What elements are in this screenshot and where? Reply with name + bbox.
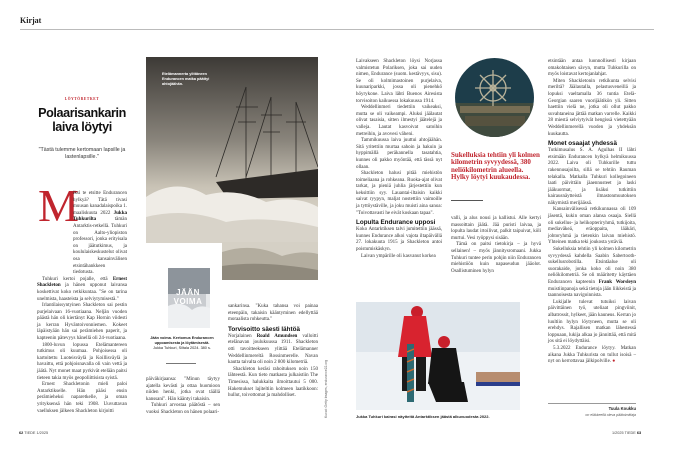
paragraph [228, 334, 318, 367]
body-column-1 [37, 191, 127, 415]
subheading: Monet osaajat yhdessä [548, 140, 617, 148]
paragraph [356, 59, 442, 105]
text-run: 5.3.2022 Endurance löytyy. Matkan aikana Jukka Tuhkurista on tullut isoisä – nyt on kerrottavaa jälkipolville. [548, 345, 636, 365]
pull-quote: Sukelluksia tehtiin yli kolmen kilometrin syvyydessä, 380 neliökilometrin alueella. Hylky löytyi kuukaudessa. [451, 151, 540, 182]
paragraph [548, 207, 636, 247]
issue-right: 1/2025 [612, 431, 624, 435]
text-run: sankarinsa. "Kuka tahansa voi painaa eteenpäin, takaisin kääntyminen edellyttää moraalista rohkeutta." [228, 304, 318, 323]
text-run: Tuhkuri arvostaa päätöstä – sen vuoksi Shackleton on hänen polaari- [146, 403, 220, 415]
paragraph [356, 254, 442, 261]
paragraph [37, 343, 127, 383]
text-run: ja hänen upponut laivansa koskettivat koko retkikuntaa. "Se on tarina unelmista, haasteista ja selviytymisestä." [37, 283, 127, 302]
book-caption [150, 336, 214, 350]
drop-cap: M [38, 180, 79, 231]
book-rule [166, 363, 196, 364]
subheading: Lopulta Endurance upposi [356, 219, 436, 227]
text-run: Ernest Shackletonin mieli paloi Antarktikselle. Hän pääsi ensin perämieheksi naparetkelle, ja oman yrityksensä hän teki 1908. Uuvuttavan vaelluksen jälkeen Shackleton kirjoitti [37, 382, 127, 414]
text-run: etsintään antaa luonnollisesti kirjaan omakohtaisen sävyn, mutta Tuhkurilla on myös loistavat kertojanlahjat. [548, 59, 636, 78]
text-run: Laivakseen Shackleton löysi Norjassa valmistetun Polariksen, joka sai uuden nimen, Endurance (suom. kestävyys, sisu). Se oli kolmimastoinen purjelaiva, kuunariparkki, jossa oli pienehkö höyrykone. Laiva lähti Buenos Airesista torvisoiton kaikuessa lokakuussa 1914. [356, 59, 442, 104]
paragraph [37, 303, 127, 343]
paragraph [548, 59, 636, 79]
book-cover [162, 266, 214, 330]
body-column-2b [228, 304, 318, 400]
text-run: Norjalainen [228, 333, 257, 339]
author-name: Tuula Koukku [608, 406, 636, 411]
body-column-4 [451, 216, 541, 275]
text-run: Koko Antarktiksen talvi jumitettiin jäässä, kunnes Endurance alkoi vajota iltapäivällä 27. lokakuuta 1915 ja Shackleton antoi poistumiskäskyn. [356, 227, 442, 253]
article-kicker: LÖYTÖRETKET [64, 97, 100, 101]
text-run: Miten Shackletonin retkikunta selvisi meriltä? Jäälautalla, pelastusveneillä ja lopuksi vaeltamalla 36 tuntia Etelä-Georgian saaren vuorijäätikön yli. Sitten haettiin vielä ne, jotka oli ollut pakko suvahtaneina jättää matkan varrelle. Kaikki 28 miestä selviytyivät hengissä vietettyään Weddellinmerellä vuoden ja yhdeksän kuukautta. [548, 78, 636, 137]
text-run: valloitti etelänavan joulukuussa 1911. Shackleton otti tavoitteekseen ylittää Etelämanner Weddellinmereltä Rossinmerelle. Navan kautta taivalta oli noin 2 800 kilometriä. [228, 333, 318, 366]
text-run: Shackleton keräsi rahoituksen noin 150 lähteestä. Kun tieto matkasta julkaistiin The Timesissa, halukkaita ilmoittautui 5 000. Hakemukset lajiteltiin kolmeen laatikkoon: hullut, toivottomat ja mahdolliset. [228, 366, 318, 399]
paragraph [548, 247, 636, 300]
paragraph [228, 304, 318, 324]
page-number-right: 63 [636, 431, 642, 435]
paragraph [548, 300, 636, 346]
paragraph [37, 382, 127, 415]
paragraph [146, 403, 220, 416]
paragraph [37, 191, 127, 277]
text-run: Kansainvälisessä retkikunnassa oli 109 jäsentä, kukin oman alansa osaaja. Siellä oli sukellus- ja helikopteriryhmä, tutkijoita, mediaväkeä, eräoppaita, lääkäri, johtoryhmä ja tietenkin laivan miehistö. Yhteinen matka teki joukosta ystäviä. [548, 207, 636, 246]
text-run: Tutkimusalus S. A. Agulhas II lähti etsimään Endurancen hylkyä helmikuussa 2022. Laiva oli Tuhkurille tuttu rakennusajoilta, sillä se tehtiin Rauman telakalla. Matkalla Tuhkuri kollegoineen laati päivittäin jäaennusteet ja laski jääkuormat, ja lisäksi tutkittiin kairausnäytteistä ilmastonmuutoksen näkymistä merijäässä. [548, 148, 636, 206]
book-caption-title: Jään voima. Kertomus Endurancen uppoamisesta ja löytämisestä. [150, 336, 214, 345]
page-number-left: 62 [19, 431, 24, 435]
author-role: on eläkkeellä oleva päätoimittaja [585, 413, 636, 417]
text-run: 1800-luvun lopussa Etelämantereen tutkimus oli kuumaa. Pohjoisessa oli kartoitettu Luoteisväylä ja Koillisväylä ja havaittu, että pohjoisnavalla oli vain vettä ja jäätä. Nyt monet maat pyrkivät etelään paitsi tieteen takia myös geopoliittisista syistä. [37, 342, 127, 381]
magazine-name-left: TIEDE [24, 431, 36, 435]
text-run: Shackleton halusi pitää miehistön toimeliaana ja rohkeana. Ruoka-ajat olivat tarkat, ja pieniä juhlia järjestettiin kun keksittiin syy. Lauantai-iltaisin kaikki saivat ryypyn, maljat nostettiin vaimoille ja tyttöystäville, ja joku muisti aina sanoa: "Toivottavasti he eivät koskaan tapaa". [356, 171, 442, 216]
paragraph [451, 216, 541, 242]
text-run: Laivan ympärille oli kasvanut korkea [361, 253, 436, 259]
header-rule [20, 29, 654, 30]
magazine-name-right: TIEDE [624, 431, 636, 435]
end-mark: ● [612, 359, 616, 365]
paragraph [356, 138, 442, 171]
paragraph [146, 377, 220, 403]
bold-name: Ernest Shackleton [37, 276, 127, 289]
paragraph [451, 242, 541, 275]
text-run: Lukijalle tulevat tutuiksi laivan päivittäinen työ, uteliaat pingviinit, albatrossit, hylkeet, jään kauneus. Kerran jo luultiin hylyn löytyneen, mutta se oli erehdys. Rajallisen matkan lähestessä loppuaan, lukija alkaa jo jännittää, että mitä jos sitä ei löydyttäisi. [548, 299, 636, 345]
body-column-5 [548, 59, 636, 366]
ship-photo-caption: Etelämannerta ylittäneen Endurancen matka päättyi ahtojäähän. [162, 72, 210, 86]
paragraph [548, 346, 636, 366]
paragraph [37, 277, 127, 303]
footer-right [612, 431, 641, 435]
ice-drilling-photo [356, 302, 520, 410]
text-run: Tämä on paitsi tietokirja – ja hyvä sellainen! – myös jännitysromaani. Jukka Tuhkuri tuntee perin pohjin niin Endurancen miehistöön kuin napaseudun jääolot. Osallistuminen hylyn [451, 242, 541, 274]
text-run: Sukelluksia tehtiin yli kolmen kilometrin syvyydessä kahdella Saabin Sabertooth-sukellusrobotilla. Etsintäalue oli suorakaide, jonka koko oli noin 380 neliökilometriä. Se oli määritetty käyttäen Endurancen kapteenin [548, 247, 636, 285]
book-caption-details: Jukka Tuhkuri, Siltala 2024. 380 s. [153, 345, 211, 350]
subheading: Torvisoitto säesti lähtöä [228, 325, 300, 333]
text-run: Tammikuussa laiva juuttui ahtojäähän. Sitä yritettiin murtaa sahoin ja hakuin ja hyppimällä peräkannella tasatahtia, kunnes oli pakko myöntää, että tässä nyt ollaan. [356, 138, 442, 170]
paragraph [548, 148, 636, 207]
text-run: valli, ja alus nousi ja kallistui. Alle kertyi massoittain jäätä. Jää puristi laivaa, ja lopulta laudat irtoilivat, palkit taipuivat, köli murtui. Vesi ryöppysi sisään. [451, 216, 541, 241]
text-run: Weddellinmeri tiedettiin vaikeaksi, mutta se oli vaikeampi. Aluksi jäälautat olivat tasaisia, sitten ilmestyi jäätelejä ja valleja. Lautat kasvoivat satoihin metreihin, ja avovesi väheni. [356, 105, 442, 137]
pull-quote-rule [451, 200, 483, 201]
paragraph [356, 105, 442, 138]
paragraph [548, 79, 636, 138]
ship-photo-ice [222, 242, 318, 280]
bold-name: Jukka Tuhkurilta [73, 210, 127, 223]
bold-name: Roald Amundsen [256, 333, 298, 339]
paragraph [356, 171, 442, 217]
text-run: iksi te etsitte Endurancen hylkyä? Tätä tivasi muusan kanadalaispoika 1. maaliskuuta 2022 [73, 191, 128, 216]
text-run: päiväkirjaansa: "Minun täytyy ajatella kevästi ja ottaa huomioon niiden henki, jotka ovat täällä kanssani". Hän kääntyi takaisin. [146, 377, 220, 402]
ice-drilling-photo-caption: Jukka Tuhkuri kairasi näytteitä Antarktiksen jäästä alkuvuodesta 2022. [356, 414, 490, 419]
text-run: Tuhkuri kertoi pojalle, että [42, 276, 113, 282]
footer-left [19, 431, 48, 435]
issue-left: 1/2025 [36, 431, 49, 435]
article-deck: "Tästä tulemme kertomaan lapsille ja lastenlapsille." [38, 147, 126, 160]
text-run: tämän Antarktis-retkellä. Tuhkuri on Aalto-yliopiston professori, jonka erityisala on jäätutkimus, ja koululaiskeskustelut olivat osa kansainvälisen etsintähankkeen tiedotusta. [73, 217, 127, 276]
text-run: muistiinpanoja sekä tietoja jään liikkeistä ja taannoisesta navigoinnista. [548, 286, 636, 299]
photo-credit: Kuvat: Getty Images, endurance22.org [324, 359, 328, 418]
signature-rule [548, 403, 636, 404]
body-column-3 [356, 59, 442, 260]
text-run: Irlantilaissyntyinen Shackleton sai pestin purjelaivaan 16-vuotiaana. Neljän vuoden päästä hän oli kiertänyt Kap Hornin viidesti ja kerran Hyväntoivonniemen. Kokeet läpäistyään hän sai perämiehen paperit, ja kapteenin pätevyys hänellä oli 24-vuotiaana. [37, 303, 127, 342]
book-cover-title: JÄÄN VOIMA [173, 288, 203, 306]
article-title: Polaarisankarin laiva löytyi [38, 106, 126, 134]
wreck-photo [455, 58, 534, 137]
section-label: Kirjat [20, 16, 42, 25]
bold-name: Frank Worsleyn [598, 280, 636, 285]
body-column-2a [146, 377, 220, 417]
paragraph [356, 227, 442, 253]
paragraph [228, 367, 318, 400]
